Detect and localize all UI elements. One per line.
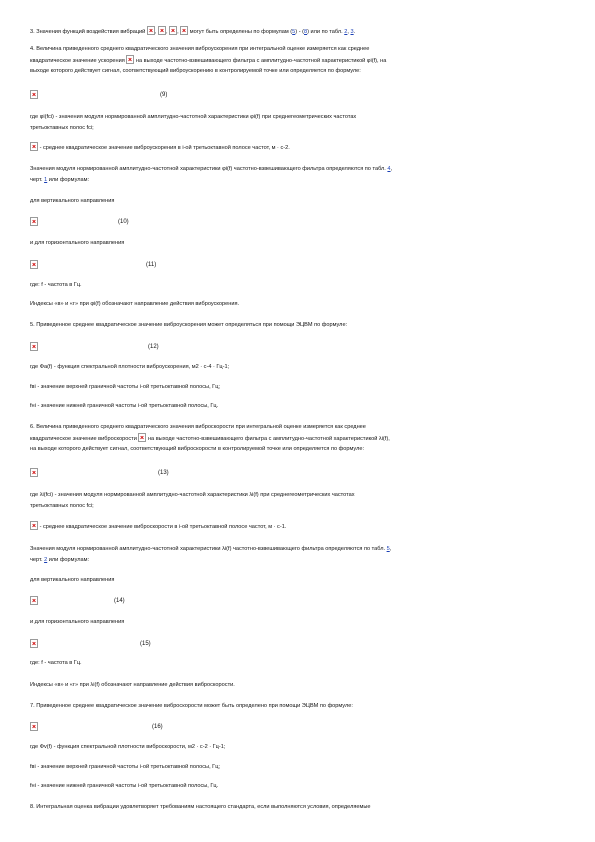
broken-image-icon [30,217,38,226]
paragraph-text: 3. Значения функций воздействия вибраций [30,29,146,35]
paragraph-definition: fнi - значение нижней граничной частоты i-ой третьоктавной полосы, Гц. [30,403,219,409]
paragraph-8: 8. Интегральная оценка вибрации удовлетворяет требованиям настоящего стандарта, если выполняются условия, определяемые [30,804,371,810]
formula-10 [30,217,560,229]
paragraph-definition: где λi(fci) - значения модуля нормированной амплитудно-частотной характеристики λi(f) при среднегеометрических частотах третьоктавных полос fci; [30,492,355,509]
paragraph-definition: - среднее квадратическое значение виброускорения в i-ой третьоктавной полосе частот, м · с-2. [30,142,560,154]
paragraph-4: 4. Величина приведенного среднего квадратического значения виброускорения при интегральной оценке измеряется как среднее квадратическое значение ускорения на выходе частотно-взвешивающего фильтра с амплитудно-частотной характеристикой φi(f), на выходе которого действует сигнал, соответствующий виброускорению в контролируемой точке или определяется по формуле: [30,46,387,74]
broken-image-icon [126,55,134,64]
broken-image-icon [180,26,188,35]
broken-image-icon [30,342,38,351]
formula-link-8[interactable]: 8 [304,29,308,35]
paragraph-definition: - среднее квадратическое значение виброскорости в i-ой третьоктавной полосе частот, м · с-1. [30,521,560,533]
formula-number: (11) [146,262,157,268]
formula-number: (14) [114,598,125,604]
broken-image-icon [30,639,38,648]
paragraph-text: и для горизонтального направления [30,619,125,625]
broken-image-icon [30,260,38,269]
formula-12 [30,342,560,354]
formula-number: (12) [148,344,159,350]
paragraph-text: где: f - частота в Гц. [30,660,82,666]
paragraph-definition: fвi - значение верхней граничной частоты i-ой третьоктавной полосы, Гц; [30,384,220,390]
paragraph-definition: где φi(fci) - значения модуля нормированной амплитудно-частотной характеристики φi(f) при среднегеометрических частотах третьоктавных полос fci; [30,114,357,131]
paragraph-text: для вертикального направления [30,577,115,583]
broken-image-icon [158,26,166,35]
paragraph-text: Индексы «в» и «г» при λi(f) обозначают направление действия виброскорости. [30,682,235,688]
paragraph-definition: fвi - значение верхней граничной частоты i-ой третьоктавной полосы, Гц; [30,764,220,770]
formula-number: (15) [140,641,151,647]
paragraph-text: Значения модуля нормированной амплитудно-частотной характеристики φi(f) частотно-взвешивающего фильтра определяются по табл. 4, черт. 1 или формулам: [30,166,393,183]
paragraph-text: где: f - частота в Гц. [30,282,82,288]
broken-image-icon [30,596,38,605]
formula-number: (16) [152,724,163,730]
paragraph-6: 6. Величина приведенного среднего квадратического значения виброскорости при интегральной оценке измеряется как среднее квадратическое значение виброскорости на выходе частотно-взвешивающего фильтра с амплитудно-частотной характеристикой λi(f), на выходе которого действует сигнал, соответствующий виброскорости в контролируемой точке или определяется по формуле: [30,424,390,452]
paragraph-7: 7. Приведенное среднее квадратическое значение виброскорости может быть определено при помощи ЭЦВМ по формуле: [30,703,353,709]
broken-image-icon [30,142,38,151]
broken-image-icon [169,26,177,35]
formula-number: (10) [118,219,129,225]
formula-16 [30,722,560,734]
table-link-5[interactable]: 5 [386,546,390,552]
formula-13 [30,468,560,480]
formula-link-5[interactable]: 5 [292,29,296,35]
paragraph-3: 3. Значения функций воздействия вибраций , , , могут быть определены по формулам (5) - (8) или по табл. 2, 3. [30,26,560,38]
broken-image-icon [30,521,38,530]
table-link-2[interactable]: 2 [344,29,348,35]
paragraph-definition: где Фa(f) - функция спектральной плотности виброускорения, м2 · с-4 · Гц-1; [30,364,230,370]
broken-image-icon [147,26,155,35]
paragraph-text: для вертикального направления [30,198,115,204]
figure-link-1[interactable]: 1 [44,176,48,183]
formula-number: (13) [158,470,169,476]
paragraph-definition: где Фv(f) - функция спектральной плотности виброскорости, м2 · с-2 · Гц-1; [30,744,226,750]
broken-image-icon [30,90,38,99]
formula-14 [30,596,560,608]
figure-link-2[interactable]: 2 [44,556,48,563]
broken-image-icon [30,468,38,477]
formula-11 [30,260,560,272]
formula-15 [30,639,560,651]
broken-image-icon [138,433,146,442]
paragraph-definition: fнi - значение нижней граничной частоты i-ой третьоктавной полосы, Гц. [30,783,219,789]
paragraph-text: Значения модуля нормированной амплитудно-частотной характеристики λi(f) частотно-взвешивающего фильтра определяются по табл. 5, черт. 2 или формулам: [30,546,392,563]
paragraph-text: Индексы «в» и «г» при φi(f) обозначают направление действия виброускорения. [30,301,240,307]
formula-number: (9) [160,92,168,98]
table-link-4[interactable]: 4 [387,166,391,172]
broken-image-icon [30,722,38,731]
table-link-3[interactable]: 3 [350,29,354,35]
paragraph-5: 5. Приведенное среднее квадратическое значение виброускорения может определяться при помощи ЭЦВМ по формуле: [30,322,348,328]
paragraph-text: и для горизонтального направления [30,240,125,246]
formula-9 [30,90,560,102]
